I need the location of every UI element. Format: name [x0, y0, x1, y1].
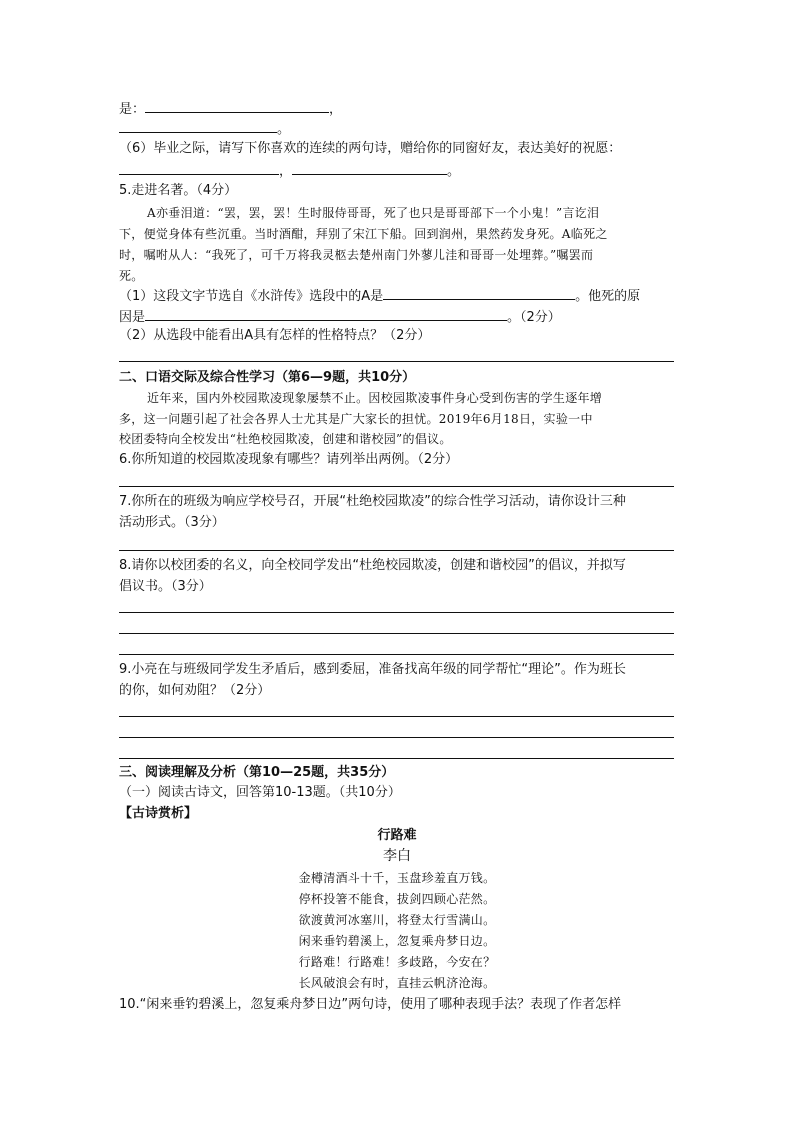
- q4-sub6-answer-line: [119, 161, 460, 181]
- poem-title: 行路难: [377, 828, 417, 843]
- section2-intro-line-1: 近年来，国内外校园欺凌现象屡禁不止。因校园欺凌事件身心受到伤害的学生逐年增: [147, 391, 603, 405]
- q5-heading: 5.走进名著。（4分）: [119, 183, 238, 198]
- answer-rule[interactable]: [119, 633, 674, 634]
- q9-question-line-2: 的你，如何劝阻？（2分）: [119, 683, 271, 698]
- q9-question-line-1: 9.小亮在与班级同学发生矛盾后，感到委屈，准备找高年级的同学帮忙“理论”。作为班长: [119, 662, 626, 677]
- answer-blank[interactable]: [145, 307, 507, 321]
- poem-author: 李白: [383, 848, 411, 864]
- answer-rule[interactable]: [119, 737, 674, 738]
- poem-line-4: 闲来垂钓碧溪上，忽复乘舟梦日边。: [298, 934, 496, 948]
- q5-sub2-question: （2）从选段中能看出A具有怎样的性格特点？（2分）: [119, 328, 431, 343]
- answer-rule[interactable]: [119, 550, 674, 551]
- q5-sub1-line-1: [119, 286, 640, 306]
- q7-question-line-2: 活动形式。（3分）: [119, 515, 225, 530]
- answer-rule[interactable]: [119, 612, 674, 613]
- q10-question: 10.“闲来垂钓碧溪上，忽复乘舟梦日边”两句诗，使用了哪种表现手法？表现了作者怎样: [119, 997, 622, 1012]
- q5-passage-line-4: 死。: [119, 269, 144, 283]
- q5-sub1-reason-label: 因是: [119, 310, 146, 325]
- q5-sub1-text-cont: 。他死的原: [575, 289, 641, 304]
- q5-sub1-score: 。（2分）: [507, 310, 561, 325]
- q4-period: 。: [277, 122, 291, 137]
- q8-question-line-1: 8.请你以校团委的名义，向全校同学发出“杜绝校园欺凌，创建和谐校园”的倡议，并拟写: [119, 558, 626, 573]
- poem-line-6: 长风破浪会有时，直挂云帆济沧海。: [298, 976, 496, 990]
- section2-heading: 二、口语交际及综合性学习（第6—9题，共10分）: [119, 370, 416, 385]
- answer-rule[interactable]: [119, 716, 674, 717]
- q4-sub6-period: 。: [447, 164, 461, 179]
- poem-line-5: 行路难！行路难！多歧路，今安在？: [298, 955, 496, 969]
- section2-intro-line-2: 多，这一问题引起了社会各界人士尤其是广大家长的担忧。2019年6月18日，实验一中: [119, 412, 593, 426]
- poem-line-3: 欲渡黄河冰塞川，将登太行雪满山。: [298, 913, 496, 927]
- q4-sub6-question: （6）毕业之际，请写下你喜欢的连续的两句诗，赠给你的同窗好友，表达美好的祝愿：: [119, 141, 622, 156]
- answer-rule[interactable]: [119, 486, 674, 487]
- answer-blank[interactable]: [119, 161, 279, 175]
- answer-blank[interactable]: [292, 161, 447, 175]
- q4-comma: ，: [329, 102, 343, 117]
- q7-question-line-1: 7.你所在的班级为响应学校号召，开展“杜绝校园欺凌”的综合性学习活动，请你设计三种: [119, 494, 626, 509]
- q5-passage-line-1: A亦垂泪道：“罢，罢，罢！生时服侍哥哥，死了也只是哥哥部下一个小鬼！”言讫泪: [147, 206, 600, 220]
- poem-line-1: 金樽清酒斗十千，玉盘珍羞直万钱。: [298, 871, 496, 885]
- answer-blank[interactable]: [119, 119, 277, 133]
- section3-sub1: （一）阅读古诗文，回答第10-13题。（共10分）: [119, 785, 401, 800]
- section2-intro-line-3: 校团委特向全校发出“杜绝校园欺凌，创建和谐校园”的倡议。: [119, 432, 452, 446]
- q4-answer-line-1: [119, 99, 342, 119]
- section3-heading: 三、阅读理解及分析（第10—25题，共35分）: [119, 765, 395, 780]
- q5-passage-line-2: 下，便觉身体有些沉重。当时酒酣，拜别了宋江下船。回到润州，果然药发身死。A临死之: [119, 227, 608, 241]
- answer-blank[interactable]: [383, 286, 575, 300]
- q5-sub1-line-2: [119, 307, 561, 327]
- answer-rule[interactable]: [119, 654, 674, 655]
- q4-sub6-comma: ，: [279, 164, 293, 179]
- answer-rule[interactable]: [119, 758, 674, 759]
- q6-question: 6.你所知道的校园欺凌现象有哪些？请列举出两例。（2分）: [119, 452, 459, 467]
- answer-blank[interactable]: [145, 99, 329, 113]
- q4-shi-prefix: 是：: [119, 102, 146, 117]
- q4-answer-line-2: [119, 119, 290, 139]
- q8-question-line-2: 倡议书。（3分）: [119, 579, 212, 594]
- poem-label: 【古诗赏析】: [119, 806, 198, 821]
- q5-sub1-text: （1）这段文字节选自《水浒传》选段中的A是: [119, 289, 384, 304]
- q5-passage-line-3: 时，嘱咐从人：“我死了，可千万将我灵柩去楚州南门外蓼儿洼和哥哥一处埋葬。”嘱罢而: [119, 248, 594, 262]
- poem-line-2: 停杯投箸不能食，拔剑四顾心茫然。: [298, 892, 496, 906]
- answer-rule[interactable]: [119, 361, 674, 362]
